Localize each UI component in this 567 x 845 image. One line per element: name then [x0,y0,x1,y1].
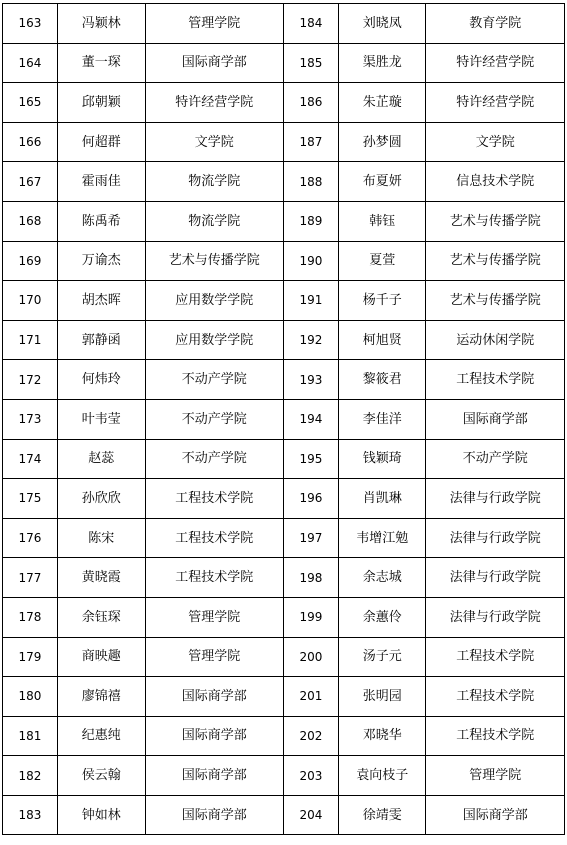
left-student-name-cell: 余钰琛 [57,597,145,637]
left-college-name-cell: 应用数学学院 [145,281,283,321]
right-college-name-cell: 不动产学院 [426,439,565,479]
right-entry-number-cell: 197 [283,518,338,558]
left-college-name-cell: 国际商学部 [145,43,283,83]
right-college-name-cell: 特许经营学院 [426,83,565,123]
left-entry-number-cell: 169 [3,241,58,281]
right-college-name-cell: 国际商学部 [426,795,565,835]
left-college-name-cell: 应用数学学院 [145,320,283,360]
roster-body [3,4,565,835]
right-student-name-cell: 张明园 [338,677,426,717]
left-entry-number-cell: 174 [3,439,58,479]
left-entry-number-cell: 170 [3,281,58,321]
right-student-name-cell: 李佳洋 [338,399,426,439]
right-entry-number-cell: 185 [283,43,338,83]
right-entry-number-cell: 202 [283,716,338,756]
table-row [3,439,565,479]
right-college-name-cell: 教育学院 [426,4,565,44]
left-student-name-cell: 郭静函 [57,320,145,360]
right-college-name-cell: 工程技术学院 [426,716,565,756]
table-row [3,518,565,558]
right-student-name-cell: 渠胜龙 [338,43,426,83]
table-row [3,122,565,162]
right-college-name-cell: 工程技术学院 [426,637,565,677]
left-college-name-cell: 管理学院 [145,4,283,44]
left-entry-number-cell: 166 [3,122,58,162]
right-student-name-cell: 孙梦圆 [338,122,426,162]
right-college-name-cell: 国际商学部 [426,399,565,439]
left-student-name-cell: 侯云翰 [57,756,145,796]
table-row [3,281,565,321]
table-row [3,637,565,677]
table-row [3,43,565,83]
right-entry-number-cell: 193 [283,360,338,400]
right-student-name-cell: 肖凯琳 [338,479,426,519]
table-row [3,399,565,439]
left-college-name-cell: 艺术与传播学院 [145,241,283,281]
left-college-name-cell: 不动产学院 [145,439,283,479]
left-entry-number-cell: 182 [3,756,58,796]
right-entry-number-cell: 192 [283,320,338,360]
right-student-name-cell: 余蕙伶 [338,597,426,637]
right-student-name-cell: 黎筱君 [338,360,426,400]
left-student-name-cell: 万谕杰 [57,241,145,281]
left-student-name-cell: 孙欣欣 [57,479,145,519]
right-college-name-cell: 管理学院 [426,756,565,796]
left-entry-number-cell: 167 [3,162,58,202]
right-student-name-cell: 钱颖琦 [338,439,426,479]
left-entry-number-cell: 180 [3,677,58,717]
right-entry-number-cell: 189 [283,201,338,241]
left-entry-number-cell: 177 [3,558,58,598]
table-row [3,795,565,835]
left-entry-number-cell: 164 [3,43,58,83]
left-college-name-cell: 国际商学部 [145,795,283,835]
right-student-name-cell: 夏萱 [338,241,426,281]
left-college-name-cell: 国际商学部 [145,677,283,717]
left-college-name-cell: 管理学院 [145,637,283,677]
left-entry-number-cell: 171 [3,320,58,360]
right-college-name-cell: 法律与行政学院 [426,597,565,637]
right-entry-number-cell: 194 [283,399,338,439]
left-student-name-cell: 黄晓霞 [57,558,145,598]
left-college-name-cell: 国际商学部 [145,756,283,796]
right-student-name-cell: 柯旭贤 [338,320,426,360]
left-student-name-cell: 邱朝颖 [57,83,145,123]
right-student-name-cell: 韦增江勉 [338,518,426,558]
table-row [3,756,565,796]
left-college-name-cell: 不动产学院 [145,360,283,400]
left-student-name-cell: 何超群 [57,122,145,162]
right-entry-number-cell: 186 [283,83,338,123]
left-entry-number-cell: 175 [3,479,58,519]
right-entry-number-cell: 190 [283,241,338,281]
left-college-name-cell: 国际商学部 [145,716,283,756]
table-row [3,479,565,519]
left-student-name-cell: 霍雨佳 [57,162,145,202]
table-row [3,677,565,717]
right-college-name-cell: 工程技术学院 [426,677,565,717]
table-row [3,162,565,202]
right-college-name-cell: 艺术与传播学院 [426,241,565,281]
right-student-name-cell: 汤子元 [338,637,426,677]
table-row [3,716,565,756]
right-college-name-cell: 工程技术学院 [426,360,565,400]
left-student-name-cell: 陈禹希 [57,201,145,241]
left-entry-number-cell: 179 [3,637,58,677]
right-student-name-cell: 徐靖雯 [338,795,426,835]
left-entry-number-cell: 165 [3,83,58,123]
table-row [3,320,565,360]
right-entry-number-cell: 191 [283,281,338,321]
right-entry-number-cell: 200 [283,637,338,677]
left-student-name-cell: 冯颖林 [57,4,145,44]
left-student-name-cell: 董一琛 [57,43,145,83]
right-student-name-cell: 余志城 [338,558,426,598]
right-entry-number-cell: 203 [283,756,338,796]
left-student-name-cell: 胡杰晖 [57,281,145,321]
table-row [3,83,565,123]
right-entry-number-cell: 198 [283,558,338,598]
left-college-name-cell: 工程技术学院 [145,518,283,558]
right-college-name-cell: 艺术与传播学院 [426,281,565,321]
right-entry-number-cell: 204 [283,795,338,835]
table-row [3,241,565,281]
left-entry-number-cell: 172 [3,360,58,400]
right-entry-number-cell: 201 [283,677,338,717]
left-college-name-cell: 管理学院 [145,597,283,637]
left-college-name-cell: 物流学院 [145,162,283,202]
right-entry-number-cell: 195 [283,439,338,479]
right-college-name-cell: 艺术与传播学院 [426,201,565,241]
right-college-name-cell: 特许经营学院 [426,43,565,83]
left-college-name-cell: 工程技术学院 [145,558,283,598]
left-student-name-cell: 商映趣 [57,637,145,677]
left-entry-number-cell: 183 [3,795,58,835]
right-student-name-cell: 韩钰 [338,201,426,241]
left-student-name-cell: 廖锦禧 [57,677,145,717]
left-student-name-cell: 陈宋 [57,518,145,558]
right-entry-number-cell: 196 [283,479,338,519]
left-college-name-cell: 工程技术学院 [145,479,283,519]
right-college-name-cell: 运动休闲学院 [426,320,565,360]
right-college-name-cell: 法律与行政学院 [426,479,565,519]
right-student-name-cell: 刘晓凤 [338,4,426,44]
left-entry-number-cell: 181 [3,716,58,756]
table-row [3,4,565,44]
right-entry-number-cell: 184 [283,4,338,44]
right-entry-number-cell: 188 [283,162,338,202]
right-student-name-cell: 布夏妍 [338,162,426,202]
table-row [3,597,565,637]
right-student-name-cell: 邓晓华 [338,716,426,756]
table-row [3,201,565,241]
table-row [3,558,565,598]
left-college-name-cell: 不动产学院 [145,399,283,439]
left-student-name-cell: 叶韦莹 [57,399,145,439]
left-entry-number-cell: 168 [3,201,58,241]
right-student-name-cell: 杨千子 [338,281,426,321]
right-college-name-cell: 法律与行政学院 [426,558,565,598]
right-college-name-cell: 法律与行政学院 [426,518,565,558]
left-student-name-cell: 钟如林 [57,795,145,835]
left-college-name-cell: 文学院 [145,122,283,162]
right-college-name-cell: 信息技术学院 [426,162,565,202]
left-college-name-cell: 物流学院 [145,201,283,241]
left-entry-number-cell: 163 [3,4,58,44]
left-entry-number-cell: 173 [3,399,58,439]
left-college-name-cell: 特许经营学院 [145,83,283,123]
right-college-name-cell: 文学院 [426,122,565,162]
roster-table [2,3,565,835]
left-entry-number-cell: 176 [3,518,58,558]
right-entry-number-cell: 199 [283,597,338,637]
table-row [3,360,565,400]
right-student-name-cell: 袁向枝子 [338,756,426,796]
left-entry-number-cell: 178 [3,597,58,637]
left-student-name-cell: 何炜玲 [57,360,145,400]
right-student-name-cell: 朱芷璇 [338,83,426,123]
left-student-name-cell: 纪惠纯 [57,716,145,756]
right-entry-number-cell: 187 [283,122,338,162]
left-student-name-cell: 赵蕊 [57,439,145,479]
